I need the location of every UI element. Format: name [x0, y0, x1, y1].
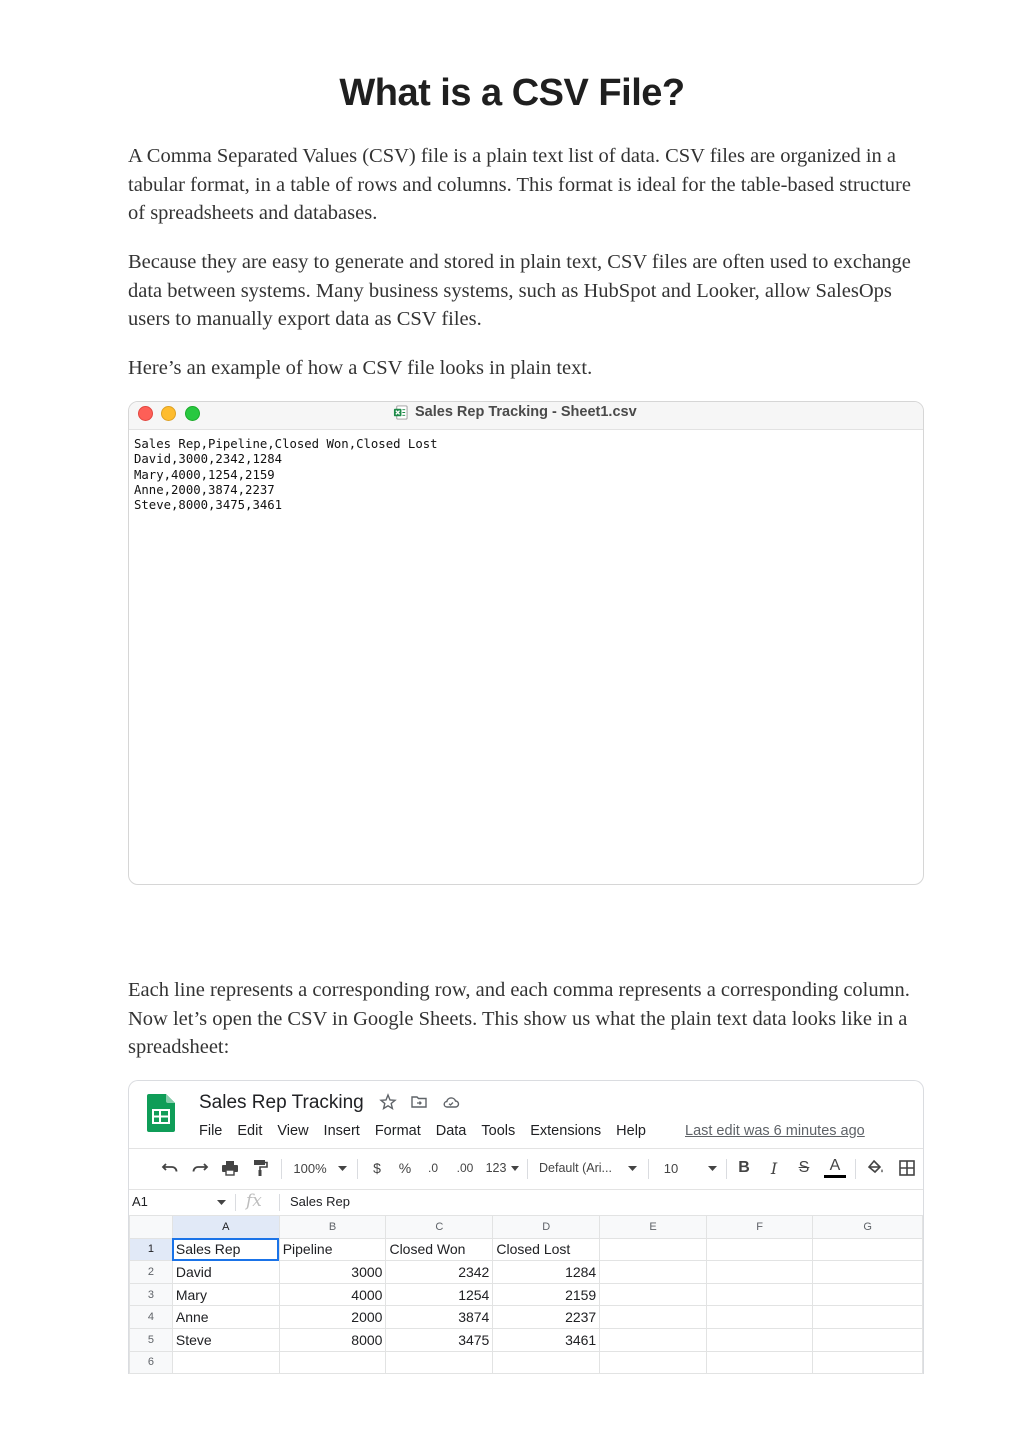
excel-file-icon: [393, 405, 408, 420]
cell[interactable]: [813, 1238, 923, 1261]
text-color-swatch: [824, 1175, 846, 1178]
cell[interactable]: 3461: [493, 1328, 600, 1351]
close-window-button[interactable]: [138, 406, 153, 421]
intro-paragraph: A Comma Separated Values (CSV) file is a plain text list of data. CSV files are organized in a tabular format, in a table of rows and columns. This format is ideal for the table-based structure of spreadsheets and databases.: [128, 145, 911, 224]
cell[interactable]: [706, 1306, 813, 1329]
redo-icon[interactable]: [189, 1157, 211, 1179]
cell[interactable]: [706, 1261, 813, 1284]
font-family-select[interactable]: Default (Ari...: [539, 1161, 612, 1175]
window-title-text: Sales Rep Tracking - Sheet1.csv: [415, 404, 637, 420]
menu-edit[interactable]: Edit: [237, 1123, 263, 1139]
cell[interactable]: Closed Won: [386, 1238, 493, 1261]
table-row: [130, 1238, 923, 1261]
formula-bar: [129, 1189, 923, 1216]
cell[interactable]: [600, 1306, 707, 1329]
undo-icon[interactable]: [159, 1157, 181, 1179]
cell[interactable]: 1284: [493, 1261, 600, 1284]
move-folder-icon[interactable]: [410, 1093, 428, 1111]
csv-text-window: [128, 401, 924, 885]
currency-format-button[interactable]: $: [373, 1160, 381, 1176]
cell[interactable]: 3475: [386, 1328, 493, 1351]
menu-insert[interactable]: Insert: [323, 1123, 360, 1139]
table-row: [130, 1261, 923, 1284]
column-header-row: [130, 1216, 923, 1239]
cloud-status-icon[interactable]: [442, 1093, 460, 1111]
italic-button[interactable]: I: [770, 1158, 778, 1178]
row-header[interactable]: 5: [130, 1328, 173, 1351]
row-header[interactable]: 4: [130, 1306, 173, 1329]
row-header[interactable]: 1: [130, 1238, 173, 1261]
cell[interactable]: [600, 1238, 707, 1261]
column-header[interactable]: B: [279, 1216, 386, 1239]
cell[interactable]: 2237: [493, 1306, 600, 1329]
column-header[interactable]: D: [493, 1216, 600, 1239]
cell[interactable]: [706, 1351, 813, 1374]
menu-tools[interactable]: Tools: [481, 1123, 516, 1139]
cell[interactable]: [600, 1328, 707, 1351]
minimize-window-button[interactable]: [161, 406, 176, 421]
number-format-select[interactable]: 123: [485, 1161, 507, 1175]
bold-button[interactable]: B: [738, 1159, 750, 1176]
page-title: What is a CSV File?: [339, 72, 685, 114]
toolbar: [129, 1149, 923, 1189]
menu-help[interactable]: Help: [616, 1123, 646, 1139]
menu-data[interactable]: Data: [435, 1123, 467, 1139]
cell[interactable]: Steve: [172, 1328, 279, 1351]
csv-line: Mary,4000,1254,2159: [134, 467, 275, 482]
cell[interactable]: [172, 1351, 279, 1374]
menu-view[interactable]: View: [277, 1123, 309, 1139]
table-row: [130, 1283, 923, 1306]
percent-format-button[interactable]: %: [398, 1160, 412, 1176]
example-intro-paragraph: Here’s an example of how a CSV file looks in plain text.: [128, 357, 593, 379]
formula-input[interactable]: Sales Rep: [290, 1194, 350, 1209]
csv-line: Steve,8000,3475,3461: [134, 498, 283, 513]
cell[interactable]: [493, 1351, 600, 1374]
google-sheets-screenshot: [128, 1080, 924, 1374]
menu-format[interactable]: Format: [374, 1123, 421, 1139]
cell[interactable]: Mary: [172, 1283, 279, 1306]
cell[interactable]: [813, 1351, 923, 1374]
font-size-select[interactable]: 10: [663, 1160, 679, 1176]
zoom-window-button[interactable]: [185, 406, 200, 421]
cell[interactable]: [600, 1283, 707, 1306]
zoom-dropdown-icon[interactable]: [336, 1157, 348, 1179]
cell[interactable]: [706, 1238, 813, 1261]
zoom-select[interactable]: 100%: [293, 1160, 327, 1176]
cell[interactable]: [386, 1351, 493, 1374]
explanation-paragraph: Each line represents a corresponding row, and each comma represents a corresponding column. Now let’s open the CSV in Google Sheets. This show us what the plain text data looks like in a spreadsheet:: [128, 979, 910, 1058]
cell[interactable]: [600, 1351, 707, 1374]
row-header[interactable]: 2: [130, 1261, 173, 1284]
table-row: [130, 1351, 923, 1374]
cell[interactable]: [813, 1306, 923, 1329]
name-box[interactable]: A1: [132, 1194, 148, 1209]
cell[interactable]: Pipeline: [279, 1238, 386, 1261]
column-header[interactable]: C: [386, 1216, 493, 1239]
cell[interactable]: Closed Lost: [493, 1238, 600, 1261]
google-sheets-logo-icon: [147, 1094, 175, 1132]
csv-text-content[interactable]: [129, 430, 923, 513]
table-row: [130, 1306, 923, 1329]
column-header[interactable]: E: [600, 1216, 707, 1239]
star-icon[interactable]: [379, 1093, 397, 1111]
cell[interactable]: [813, 1283, 923, 1306]
table-row: [130, 1328, 923, 1351]
row-header[interactable]: 3: [130, 1283, 173, 1306]
fx-icon: fx: [246, 1191, 262, 1211]
column-header[interactable]: G: [813, 1216, 923, 1239]
cell[interactable]: 3000: [279, 1261, 386, 1284]
cell[interactable]: 2159: [493, 1283, 600, 1306]
row-header[interactable]: 6: [130, 1351, 173, 1374]
spreadsheet-grid: [129, 1215, 923, 1374]
name-box-dropdown-icon[interactable]: [217, 1200, 226, 1205]
cell[interactable]: [600, 1261, 707, 1284]
cell[interactable]: [706, 1328, 813, 1351]
menu-file[interactable]: File: [199, 1123, 223, 1139]
paint-format-icon[interactable]: [249, 1157, 271, 1179]
csv-line: Anne,2000,3874,2237: [134, 482, 275, 497]
fill-color-icon[interactable]: [866, 1157, 886, 1179]
last-edit-link[interactable]: Last edit was 6 minutes ago: [685, 1123, 865, 1139]
cell[interactable]: 2342: [386, 1261, 493, 1284]
cell[interactable]: [279, 1351, 386, 1374]
number-format-dropdown-icon[interactable]: [510, 1157, 520, 1179]
usage-paragraph: Because they are easy to generate and stored in plain text, CSV files are often used to exchange data between systems. Many business systems, such as HubSpot and Looker, allow SalesOps users to manually export data as CSV files.: [128, 251, 911, 330]
cell[interactable]: [706, 1283, 813, 1306]
column-header[interactable]: F: [706, 1216, 813, 1239]
text-color-label: A: [829, 1157, 841, 1174]
document-title[interactable]: Sales Rep Tracking: [199, 1092, 364, 1113]
window-titlebar: [129, 402, 923, 430]
cell[interactable]: [813, 1328, 923, 1351]
menu-bar: [199, 1123, 661, 1139]
cell[interactable]: David: [172, 1261, 279, 1284]
cell[interactable]: 4000: [279, 1283, 386, 1306]
print-icon[interactable]: [219, 1157, 241, 1179]
borders-icon[interactable]: [897, 1157, 917, 1179]
cell[interactable]: Anne: [172, 1306, 279, 1329]
csv-line: David,3000,2342,1284: [134, 452, 283, 467]
column-header[interactable]: A: [172, 1216, 279, 1239]
cell[interactable]: 2000: [279, 1306, 386, 1329]
csv-line: Sales Rep,Pipeline,Closed Won,Closed Lost: [134, 437, 438, 451]
menu-extensions[interactable]: Extensions: [530, 1123, 602, 1139]
window-title: [393, 404, 637, 420]
strikethrough-button[interactable]: S: [798, 1159, 810, 1176]
cell[interactable]: [813, 1261, 923, 1284]
text-color-button[interactable]: [824, 1157, 846, 1179]
decrease-decimal-button[interactable]: .0: [427, 1161, 438, 1175]
increase-decimal-button[interactable]: .00: [456, 1161, 474, 1175]
font-size-dropdown-icon[interactable]: [706, 1157, 718, 1179]
select-all-corner[interactable]: [130, 1216, 173, 1239]
cell[interactable]: Sales Rep: [172, 1238, 279, 1261]
cell[interactable]: 3874: [386, 1306, 493, 1329]
font-family-dropdown-icon[interactable]: [626, 1157, 638, 1179]
cell[interactable]: 8000: [279, 1328, 386, 1351]
cell[interactable]: 1254: [386, 1283, 493, 1306]
